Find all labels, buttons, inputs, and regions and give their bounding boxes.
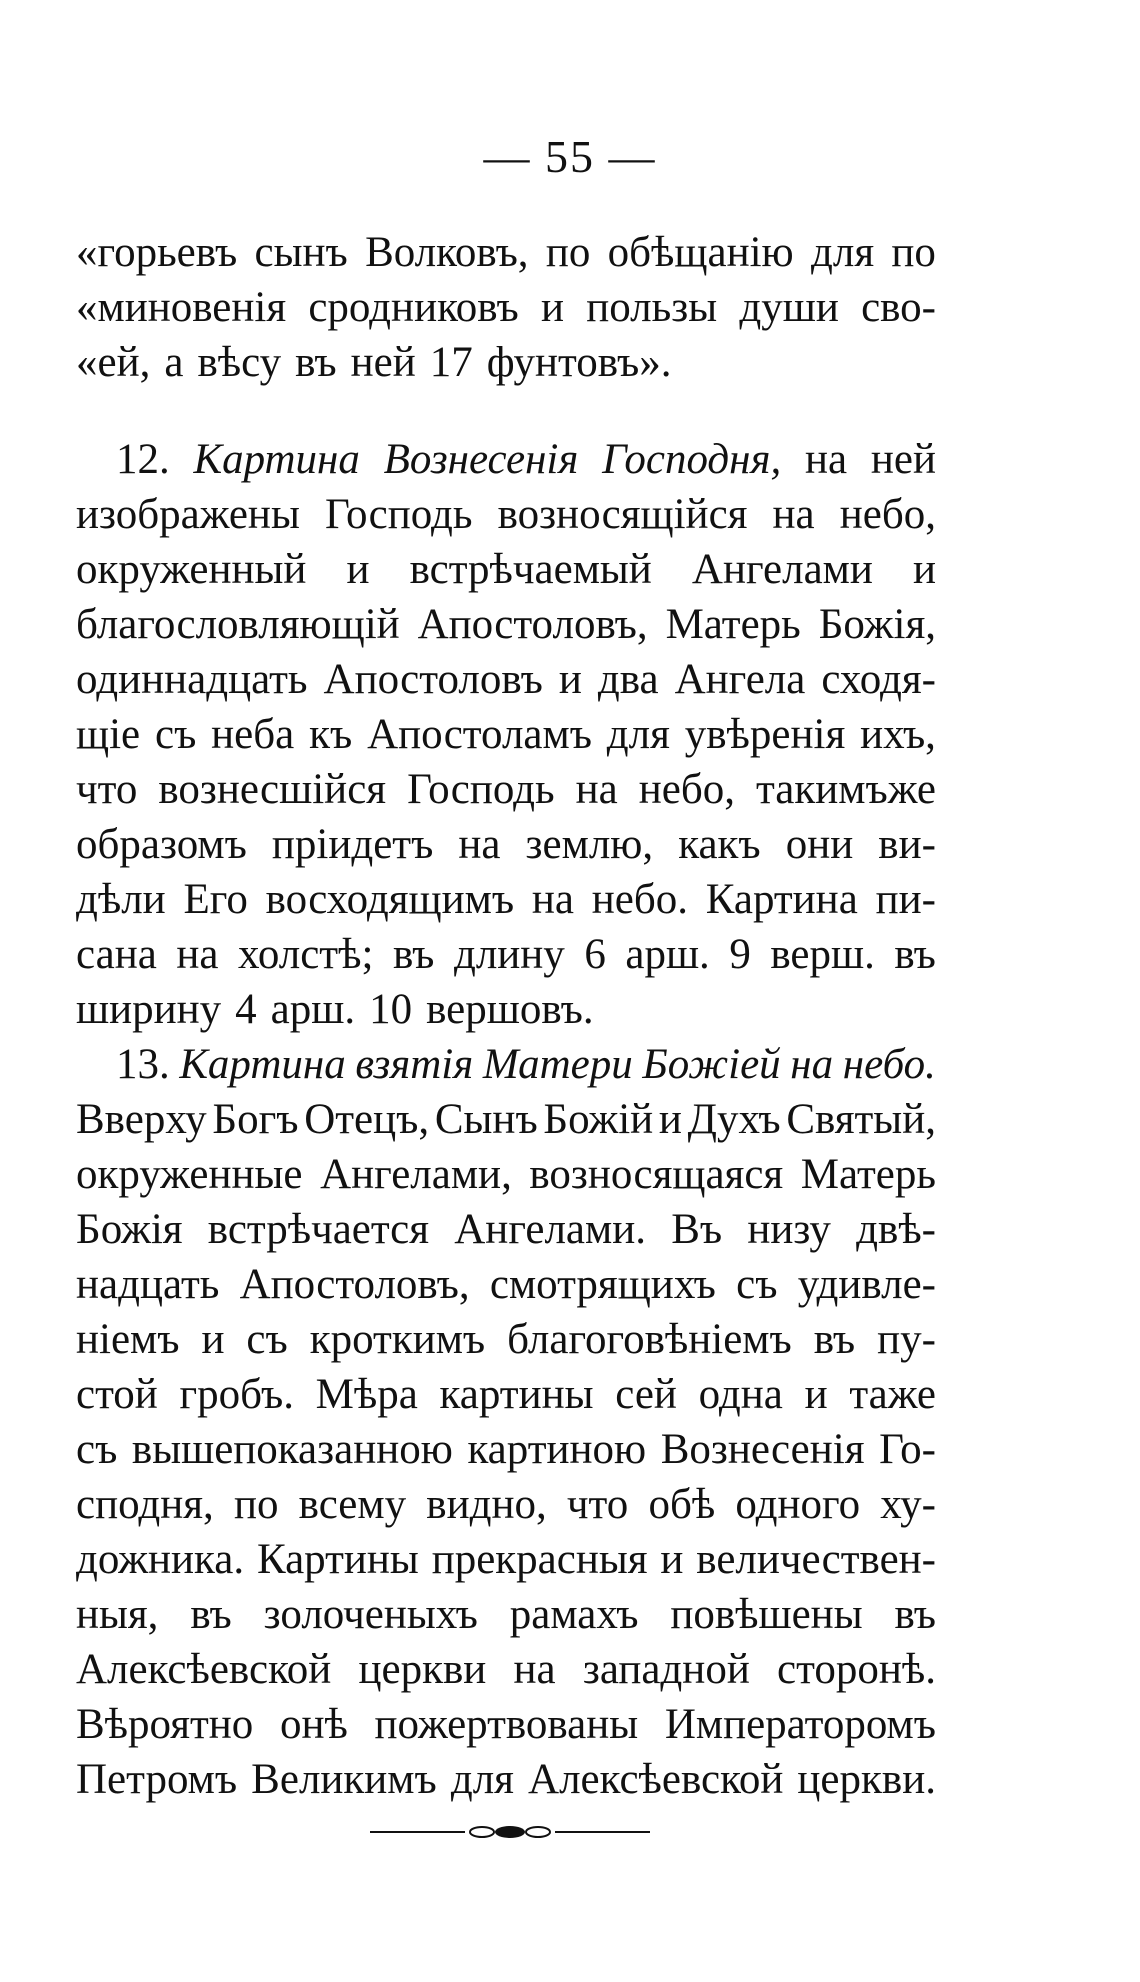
- word: Его: [183, 876, 248, 923]
- word: Въ: [671, 1206, 723, 1253]
- word: благоговѣніемъ: [507, 1316, 792, 1363]
- word: встрѣчается: [207, 1206, 430, 1253]
- word: холстѣ;: [237, 931, 374, 978]
- word: смотрящихъ: [489, 1261, 716, 1308]
- word: ви-: [878, 821, 936, 868]
- text-line: [76, 1257, 936, 1312]
- word: Картина: [179, 1041, 346, 1088]
- word: западной: [582, 1646, 750, 1693]
- word: ніемъ: [76, 1316, 180, 1363]
- word: что: [76, 766, 138, 813]
- word: арш.: [270, 986, 356, 1033]
- word: для: [450, 1756, 514, 1803]
- word: низу: [747, 1206, 831, 1253]
- word: съ: [246, 1316, 288, 1363]
- text-line: [76, 225, 936, 280]
- word: Апостоловъ: [323, 656, 543, 703]
- word: рамахъ: [509, 1591, 639, 1638]
- text-line: [76, 817, 936, 872]
- word: Божіей: [642, 1041, 781, 1088]
- word: небо.: [591, 876, 688, 923]
- word: съ: [76, 1426, 118, 1473]
- word: кроткимъ: [309, 1316, 486, 1363]
- word: Петромъ: [76, 1756, 238, 1803]
- text-line: [76, 1587, 936, 1642]
- word: сей: [615, 1371, 677, 1418]
- text-line: [76, 762, 936, 817]
- text-line: [76, 982, 936, 1037]
- text-line: [76, 487, 936, 542]
- word: надцать: [76, 1261, 220, 1308]
- word: золоченыхъ: [263, 1591, 478, 1638]
- word: длину: [453, 931, 565, 978]
- tailpiece-ornament: [370, 1824, 650, 1840]
- word: на: [804, 436, 848, 483]
- text-line: [76, 1147, 936, 1202]
- word: окруженные: [76, 1151, 303, 1198]
- word: души: [739, 284, 839, 331]
- word: Алексѣевской: [76, 1646, 332, 1693]
- word: въ: [295, 339, 337, 386]
- word: съ: [155, 711, 197, 758]
- word: обѣщанію: [607, 229, 794, 276]
- word: таже: [849, 1371, 936, 1418]
- word: ихъ,: [860, 711, 936, 758]
- word: вышепоказанною: [131, 1426, 453, 1473]
- word: Божій: [543, 1096, 654, 1143]
- word: ширину: [76, 986, 222, 1033]
- word: гробъ.: [179, 1371, 294, 1418]
- word: Картины: [256, 1536, 419, 1583]
- text-line: [76, 432, 936, 487]
- word: одного: [735, 1481, 861, 1528]
- word: Вверху: [76, 1096, 207, 1143]
- word: по: [233, 1481, 279, 1528]
- word: и: [660, 1536, 684, 1583]
- text-line: [76, 1422, 936, 1477]
- word: 4: [235, 986, 257, 1033]
- word: 9: [729, 931, 751, 978]
- word: 10: [369, 986, 413, 1033]
- word: Вознесенія: [383, 436, 579, 483]
- word: Духъ: [687, 1096, 781, 1143]
- word: Го-: [879, 1426, 936, 1473]
- text-line: [76, 1642, 936, 1697]
- word: верш.: [770, 931, 875, 978]
- word: вѣсу: [197, 339, 282, 386]
- word: на: [531, 876, 574, 923]
- word: Алексѣевской: [528, 1756, 784, 1803]
- text-line: [76, 927, 936, 982]
- word: по: [545, 229, 591, 276]
- word: ху-: [880, 1481, 936, 1528]
- word: вознесшійся: [158, 766, 387, 813]
- text-line: [76, 872, 936, 927]
- text-line: [76, 1037, 936, 1092]
- word: и: [804, 1371, 828, 1418]
- word: «горьевъ: [76, 229, 238, 276]
- word: для: [810, 229, 875, 276]
- word: возносящійся: [497, 491, 748, 538]
- word: Господня,: [602, 436, 782, 483]
- word: такимъже: [755, 766, 936, 813]
- word: они: [785, 821, 854, 868]
- text-line: [76, 707, 936, 762]
- word: Господь: [407, 766, 555, 813]
- word: величествен-: [696, 1536, 936, 1583]
- text-line: [76, 597, 936, 652]
- word: фунтовъ».: [486, 339, 672, 386]
- word: какъ: [678, 821, 761, 868]
- word: и: [912, 546, 936, 593]
- word: землю,: [525, 821, 654, 868]
- word: въ: [190, 1591, 232, 1638]
- word: картины: [439, 1371, 594, 1418]
- word: и: [346, 546, 370, 593]
- word: сана: [76, 931, 157, 978]
- word: Картина: [705, 876, 858, 923]
- paragraph-item-12: [76, 432, 936, 1037]
- word: дѣли: [76, 876, 166, 923]
- word: и: [201, 1316, 225, 1363]
- word: небо,: [638, 766, 735, 813]
- word: въ: [894, 1591, 936, 1638]
- paragraph-item-13: [76, 1037, 936, 1807]
- word: что: [566, 1481, 629, 1528]
- word: Вѣроятно: [76, 1701, 254, 1748]
- word: сынъ: [254, 229, 348, 276]
- word: Императоромъ: [664, 1701, 936, 1748]
- word: пу-: [877, 1316, 936, 1363]
- text-line: [76, 1477, 936, 1532]
- text-line: [76, 652, 936, 707]
- word: Матерь: [800, 1151, 936, 1198]
- word: Волковъ,: [365, 229, 529, 276]
- word: щіе: [76, 711, 141, 758]
- word: Отецъ,: [304, 1096, 430, 1143]
- word: Мѣра: [315, 1371, 418, 1418]
- word: на: [458, 821, 501, 868]
- word: стой: [76, 1371, 158, 1418]
- text-line: [76, 335, 936, 390]
- word: небо.: [842, 1041, 936, 1088]
- word: «миновенія: [76, 284, 287, 331]
- word: въ: [813, 1316, 856, 1363]
- word: въ: [392, 931, 435, 978]
- word: Апостоловъ,: [417, 601, 648, 648]
- word: и: [558, 656, 582, 703]
- text-line: [76, 1092, 936, 1147]
- word: Матери: [482, 1041, 633, 1088]
- word: Матерь: [665, 601, 801, 648]
- word: Картина: [193, 436, 360, 483]
- word: сродниковъ: [308, 284, 519, 331]
- word: пріидетъ: [271, 821, 434, 868]
- word: на: [513, 1646, 556, 1693]
- word: картиною: [467, 1426, 647, 1473]
- word: удивле-: [797, 1261, 936, 1308]
- word: обѣ: [648, 1481, 716, 1528]
- text-line: [76, 542, 936, 597]
- word: онѣ: [279, 1701, 348, 1748]
- word: 17: [429, 339, 473, 386]
- text-line: [76, 1697, 936, 1752]
- word: два: [597, 656, 659, 703]
- word: дожника.: [76, 1536, 245, 1583]
- text-line: [76, 1752, 936, 1807]
- word: вершовъ.: [426, 986, 594, 1033]
- word: сходя-: [821, 656, 936, 703]
- word: церкви: [358, 1646, 487, 1693]
- word: изображены: [76, 491, 300, 538]
- word: Ангела: [674, 656, 806, 703]
- word: Ангелами,: [320, 1151, 512, 1198]
- word: пи-: [875, 876, 936, 923]
- word: по: [891, 229, 936, 276]
- page-number: — 55 —: [483, 131, 657, 182]
- word: пожертвованы: [374, 1701, 639, 1748]
- word: Богъ: [212, 1096, 299, 1143]
- word: съ: [736, 1261, 778, 1308]
- word: 13.: [116, 1041, 170, 1088]
- word: на: [575, 766, 618, 813]
- text-line: [76, 280, 936, 335]
- word: одна: [698, 1371, 783, 1418]
- word: повѣшены: [670, 1591, 863, 1638]
- word: къ: [309, 711, 353, 758]
- word: встрѣчаемый: [409, 546, 652, 593]
- word: Божія,: [818, 601, 936, 648]
- word: ныя,: [76, 1591, 159, 1638]
- text-line: [76, 1202, 936, 1257]
- word: на: [176, 931, 219, 978]
- word: Сынъ: [434, 1096, 538, 1143]
- word: благословляющій: [76, 601, 400, 648]
- word: всему: [298, 1481, 407, 1528]
- word: и: [540, 284, 564, 331]
- word: ней: [870, 436, 936, 483]
- word: 6: [584, 931, 606, 978]
- word: прекрасныя: [431, 1536, 648, 1583]
- word: церкви.: [797, 1756, 936, 1803]
- word: взятія: [355, 1041, 474, 1088]
- word: Божія: [76, 1206, 183, 1253]
- word: Апостоловъ,: [239, 1261, 470, 1308]
- word: Ангелами: [691, 546, 873, 593]
- word: Великимъ: [251, 1756, 437, 1803]
- word: пользы: [586, 284, 718, 331]
- word: ней: [350, 339, 416, 386]
- word: для: [606, 711, 670, 758]
- word: въ: [894, 931, 936, 978]
- word: видно,: [426, 1481, 547, 1528]
- word: двѣ-: [856, 1206, 936, 1253]
- word: «ей,: [76, 339, 151, 386]
- word: возносящаяся: [529, 1151, 784, 1198]
- paragraph-continued: [76, 225, 936, 390]
- word: Святый,: [786, 1096, 936, 1143]
- word: сво-: [861, 284, 936, 331]
- word: небо,: [839, 491, 936, 538]
- word: восходящимъ: [265, 876, 515, 923]
- word: на: [790, 1041, 834, 1088]
- word: сподня,: [76, 1481, 214, 1528]
- word: одиннадцать: [76, 656, 308, 703]
- text-line: [76, 1532, 936, 1587]
- word: арш.: [625, 931, 710, 978]
- text-line: [76, 1367, 936, 1422]
- word: неба: [211, 711, 295, 758]
- word: окруженный: [76, 546, 307, 593]
- word: образомъ: [76, 821, 247, 868]
- word: сторонѣ.: [777, 1646, 936, 1693]
- word: увѣренія: [684, 711, 846, 758]
- word: а: [164, 339, 184, 386]
- word: на: [772, 491, 815, 538]
- word: и: [658, 1096, 682, 1143]
- word: Ангелами.: [454, 1206, 646, 1253]
- word: Господь: [324, 491, 473, 538]
- word: 12.: [116, 436, 170, 483]
- text-line: [76, 1312, 936, 1367]
- word: Вознесенія: [660, 1426, 865, 1473]
- word: Апостоламъ: [367, 711, 592, 758]
